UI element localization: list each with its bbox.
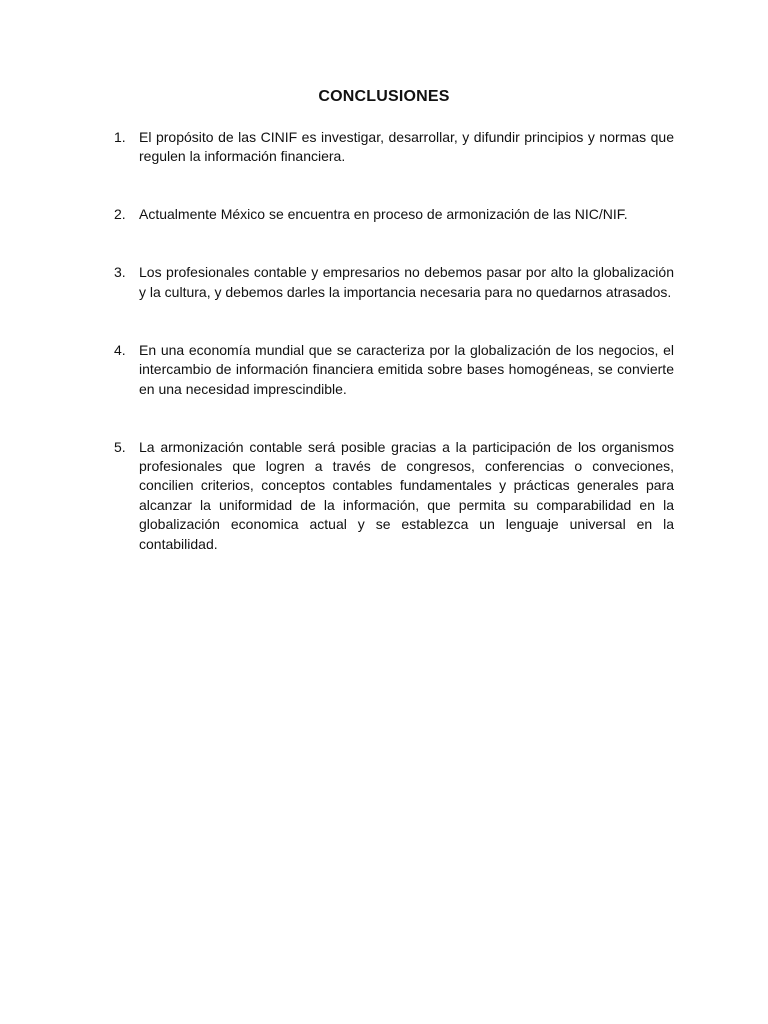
list-item-text: La armonización contable será posible gracias a la participación de los organismos profesionales que logren a través de congresos, conferencias o conveciones, concilien criterios, conceptos contables fundamentales y prácticas generales para alcanzar la uniformidad de la información, que permita su comparabilidad en la globalización economica actual y se establezca un lenguaje universal en la contabilidad.: [139, 438, 674, 552]
page-title: CONCLUSIONES: [318, 88, 450, 105]
list-item-number: 3.: [114, 264, 126, 281]
list-item-text: En una economía mundial que se caracteriza por la globalización de los negocios, el intercambio de información financiera emitida sobre bases homogéneas, se convierte en una necesidad imprescindible.: [139, 341, 674, 397]
list-item-text: El propósito de las CINIF es investigar, desarrollar, y difundir principios y normas que regulen la información financiera.: [139, 129, 674, 165]
conclusions-list: [114, 128, 674, 593]
list-item-number: 2.: [114, 206, 126, 223]
list-item-number: 4.: [114, 341, 126, 358]
list-item-text: Los profesionales contable y empresarios no debemos pasar por alto la globalización y la cultura, y debemos darles la importancia necesaria para no quedarnos atrasados.: [139, 264, 674, 300]
list-item: [114, 205, 674, 224]
list-item: [114, 438, 674, 554]
list-item-number: 5.: [114, 438, 126, 455]
list-item: [114, 128, 674, 167]
list-item-text: Actualmente México se encuentra en proceso de armonización de las NIC/NIF.: [139, 206, 628, 223]
list-item: [114, 341, 674, 399]
list-item: [114, 263, 674, 302]
list-item-number: 1.: [114, 129, 126, 145]
